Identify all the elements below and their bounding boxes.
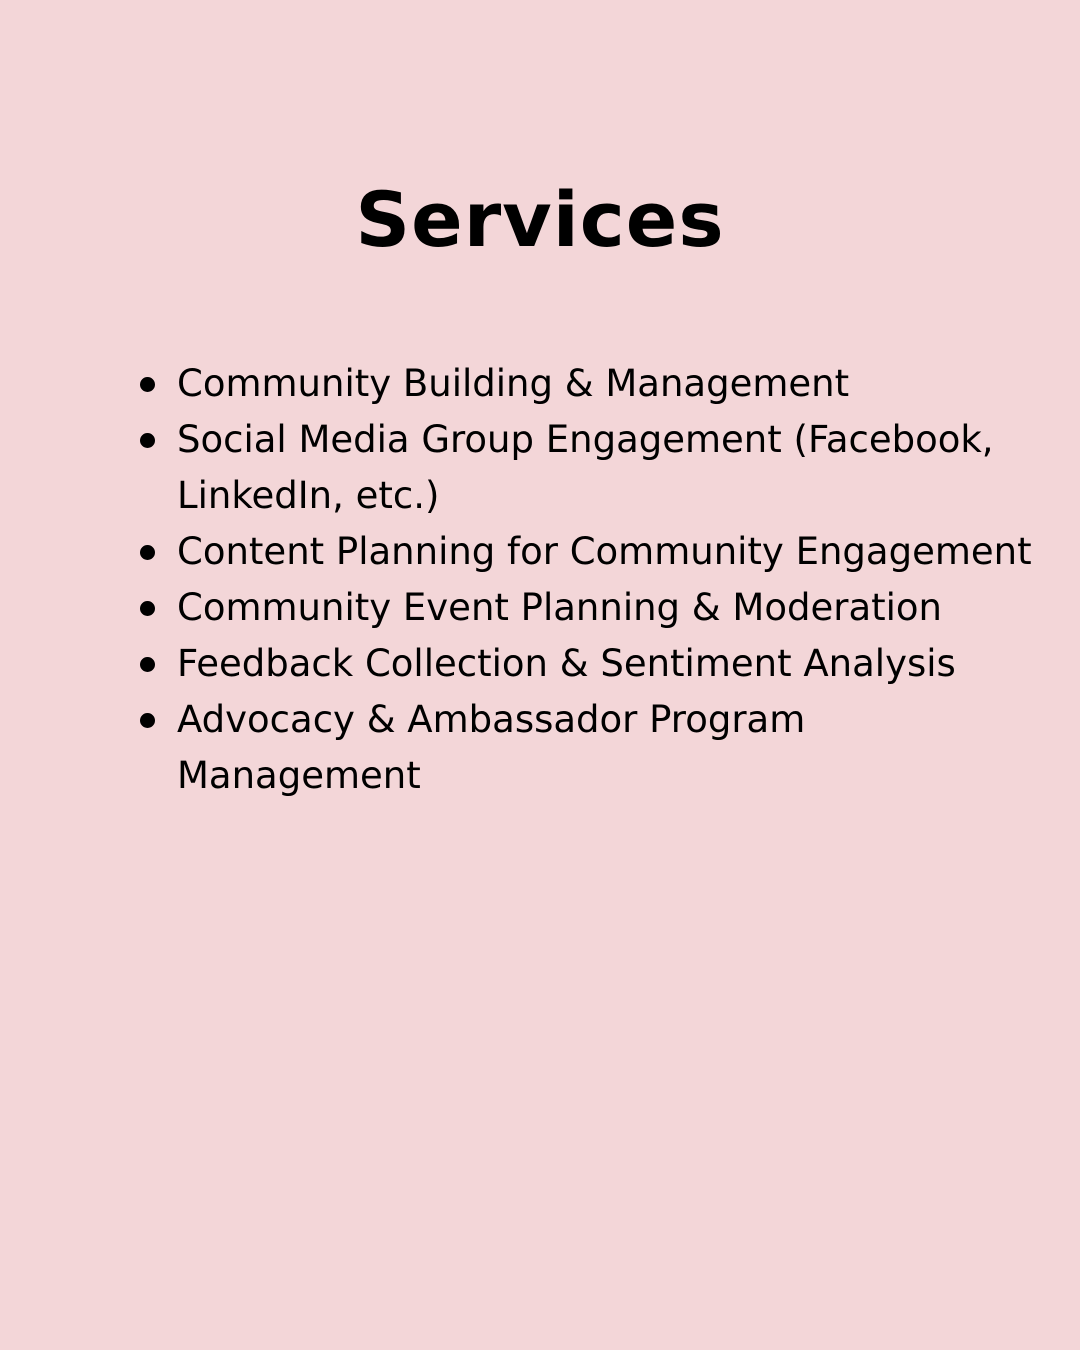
bullet-icon xyxy=(140,713,155,728)
bullet-icon xyxy=(140,545,155,560)
service-item-event-planning xyxy=(177,580,1037,636)
service-label: Community Event Planning & Moderation xyxy=(177,586,942,629)
bullet-icon xyxy=(140,433,155,448)
service-label: Community Building & Management xyxy=(177,362,850,405)
service-item-feedback xyxy=(177,636,1037,692)
service-label: Content Planning for Community Engagement xyxy=(177,530,1032,573)
bullet-icon xyxy=(140,377,155,392)
service-item-community-building xyxy=(177,356,1037,412)
bullet-icon xyxy=(140,601,155,616)
page-title: Services xyxy=(355,175,725,264)
service-item-social-media xyxy=(177,412,1037,524)
services-list xyxy=(177,356,1037,804)
service-item-content-planning xyxy=(177,524,1037,580)
bullet-icon xyxy=(140,657,155,672)
service-label: Advocacy & Ambassador Program Management xyxy=(177,698,806,797)
service-item-advocacy xyxy=(177,692,1037,804)
service-label: Feedback Collection & Sentiment Analysis xyxy=(177,642,956,685)
service-label: Social Media Group Engagement (Facebook, LinkedIn, etc.) xyxy=(177,418,994,517)
